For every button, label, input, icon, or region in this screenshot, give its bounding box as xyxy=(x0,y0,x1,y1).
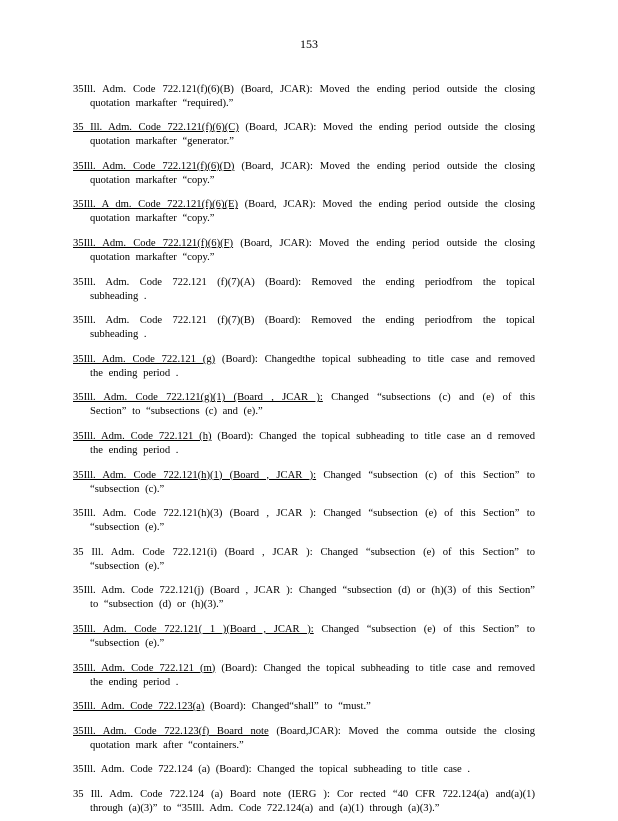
entry-citation: 35Ill. Adm. Code 722.121(f)(6)(F) xyxy=(73,237,234,249)
entry-citation: 35Ill. Adm. Code 722.123(a) xyxy=(73,701,205,713)
amendment-entry xyxy=(73,198,535,226)
entry-description: (Board, JCAR): Moved the ending period outside the closing quotation markafter “generator.” xyxy=(90,122,535,148)
entry-citation: 35Ill. Adm. Code 722.121(h)(1) (Board , JCAR ): xyxy=(73,469,317,481)
entry-citation: 35Ill. Adm. Code 722.124 (a) xyxy=(73,764,211,776)
entry-description: (Board): Changed“shall” to “must.” xyxy=(204,701,371,713)
entry-description: Changed “subsection (e) of this Section” to “subsection (e).” xyxy=(90,623,535,649)
entry-description: (Board, JCAR): Moved the ending period outside the closing quotation markafter “copy.” xyxy=(90,199,535,225)
entry-citation: 35Ill. Adm. Code 722.121 (g) xyxy=(73,353,216,365)
entry-citation: 35Ill. Adm. Code 722.121 (f)(7)(B) xyxy=(73,315,255,327)
entry-citation: 35 Ill. Adm. Code 722.121(f)(6)(C) xyxy=(73,122,239,134)
amendment-entry xyxy=(73,276,535,304)
entry-description: (Board, JCAR): Moved the ending period outside the closing quotation markafter “required).” xyxy=(90,83,536,109)
entry-citation: 35Ill. Adm. Code 722.121 (h) xyxy=(73,430,212,442)
amendment-entry xyxy=(73,788,535,816)
entry-citation: 35Ill. Adm. Code 722.121( 1 )(Board , JCAR ): xyxy=(73,623,314,635)
entry-description: (Board , JCAR ): Changed “subsection (e) of this Section” to “subsection (e).” xyxy=(90,546,536,572)
entry-citation: 35Ill. Adm. Code 722.121 (m) xyxy=(73,662,216,674)
entry-description: (Board , JCAR ): Changed “subsection (d) or (h)(3) of this Section” to “subsection (d) or (h)(3).” xyxy=(90,585,535,611)
amendment-entry xyxy=(73,314,535,342)
entry-citation: 35Ill. Adm. Code 722.121(j) xyxy=(73,585,204,597)
amendment-entry xyxy=(73,662,535,690)
entry-citation: 35Ill. A dm. Code 722.121(f)(6)(E) xyxy=(73,199,239,211)
amendment-entry xyxy=(73,237,535,265)
amendment-entry xyxy=(73,584,535,612)
entry-description: Changed “subsection (c) of this Section” to “subsection (c).” xyxy=(90,469,535,495)
amendment-entry xyxy=(73,160,535,188)
entry-description: (Board): Removed the ending periodfrom the topical subheading . xyxy=(90,276,536,302)
entry-citation: 35Ill. Adm. Code 722.121(f)(6)(B) xyxy=(73,83,234,95)
amendment-entry xyxy=(73,353,535,381)
amendment-entry xyxy=(73,700,535,714)
entry-description: (Board): Changed the topical subheading to title case . xyxy=(210,764,471,776)
amendment-entry xyxy=(73,546,535,574)
entry-description: Changed “subsections (c) and (e) of this Section” to “subsections (c) and (e).” xyxy=(90,392,536,418)
amendment-entry xyxy=(73,469,535,497)
entry-description: (Board, JCAR): Moved the ending period outside the closing quotation markafter “copy.” xyxy=(90,237,535,263)
entry-description: (Board , JCAR ): Changed “subsection (e) of this Section” to “subsection (e).” xyxy=(90,508,535,534)
entry-citation: 35Ill. Adm. Code 722.121(f)(6)(D) xyxy=(73,160,235,172)
entry-citation: 35 Ill. Adm. Code 722.121(i) xyxy=(73,546,217,558)
amendment-entry xyxy=(73,430,535,458)
entry-description: (Board,JCAR): Moved the comma outside the closing quotation mark after “containers.” xyxy=(90,725,535,751)
amendment-entry xyxy=(73,83,535,111)
entry-description: (Board): Changed the topical subheading to title case and removed the ending period . xyxy=(90,662,536,688)
entry-citation: 35Ill. Adm. Code 722.121 (f)(7)(A) xyxy=(73,276,255,288)
amendment-entry xyxy=(73,763,535,777)
page-number: 153 xyxy=(300,37,318,51)
entries-list xyxy=(73,72,535,821)
entry-description: (Board): Removed the ending periodfrom the topical subheading . xyxy=(90,315,536,341)
entry-description: (Board): Changedthe topical subheading to title case and removed the ending period . xyxy=(90,353,535,379)
amendment-entry xyxy=(73,121,535,149)
amendment-entry xyxy=(73,391,535,419)
amendment-entry xyxy=(73,725,535,753)
entry-description: (Board, JCAR): Moved the ending period outside the closing quotation markafter “copy.” xyxy=(90,160,535,186)
entry-citation: 35Ill. Adm. Code 722.123(f) Board note xyxy=(73,725,269,737)
entry-citation: 35Ill. Adm. Code 722.121(h)(3) xyxy=(73,508,223,520)
amendment-entry xyxy=(73,623,535,651)
amendment-entry xyxy=(73,507,535,535)
entry-citation: 35Ill. Adm. Code 722.121(g)(1) (Board , JCAR ): xyxy=(73,392,323,404)
entry-description: Cor rected “40 CFR 722.124(a) and(a)(1) through (a)(3)” to “35Ill. Adm. Code 722.124(a) and (a)(1) through (a)(3).” xyxy=(90,788,535,814)
entry-description: (Board): Changed the topical subheading to title case an d removed the ending period . xyxy=(90,430,535,456)
entry-citation: 35 Ill. Adm. Code 722.124 (a) Board note (IERG ): xyxy=(73,788,330,800)
